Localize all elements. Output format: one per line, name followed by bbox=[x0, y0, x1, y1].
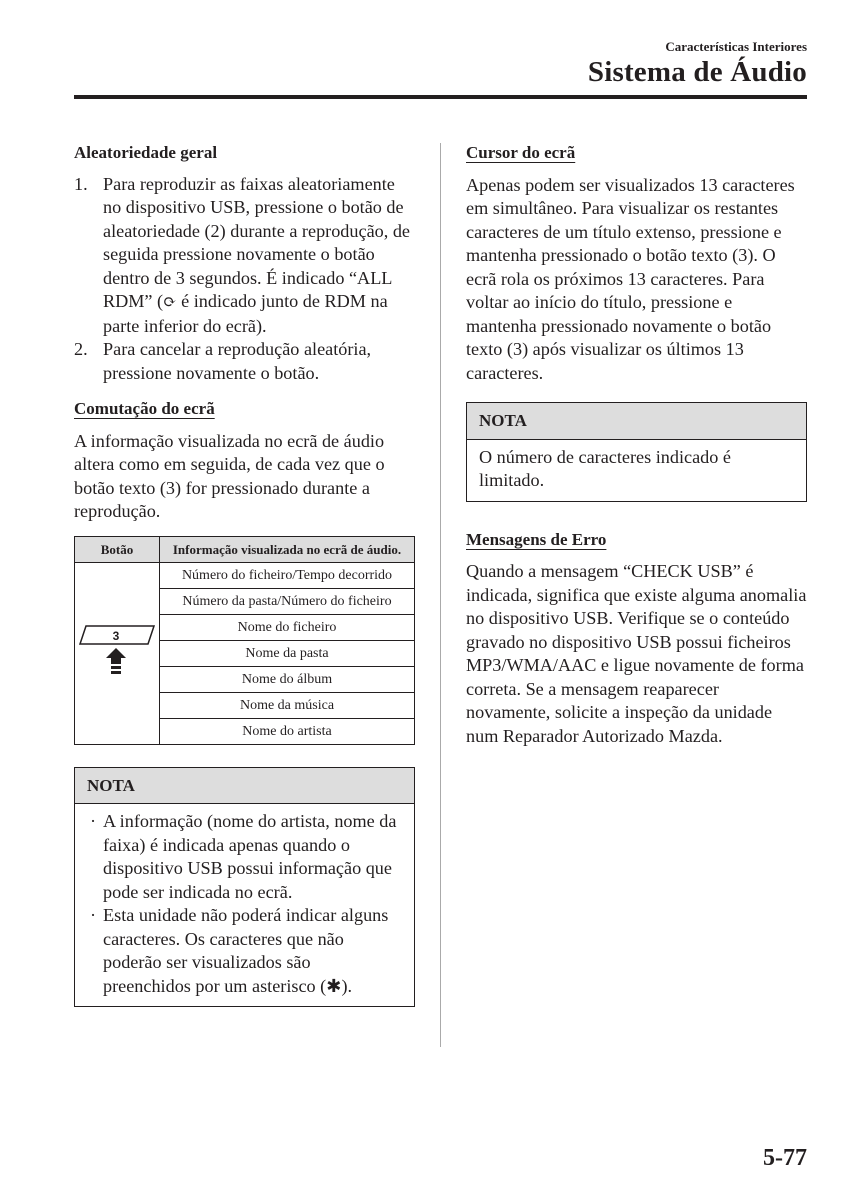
random-indicator-icon: ⟳ bbox=[163, 294, 177, 311]
random-steps bbox=[74, 173, 415, 386]
table-cell: Nome do ficheiro bbox=[160, 614, 415, 640]
switching-heading: Comutação do ecrã bbox=[74, 399, 215, 418]
step-text: Para reproduzir as faixas aleatoriamente no dispositivo USB, pressione o botão de aleatoriedade (2) durante a reprodução, de seguida pressione novamente o botão dentro de 3 segundos. É indicado “ALL RDM” ( bbox=[103, 173, 410, 311]
table-cell: Nome da pasta bbox=[160, 640, 415, 666]
bullet-dot: · bbox=[90, 811, 97, 831]
random-heading: Aleatoriedade geral bbox=[74, 143, 218, 162]
column-divider bbox=[440, 143, 441, 1047]
step-1 bbox=[74, 173, 415, 339]
bullet-dot: · bbox=[90, 905, 97, 925]
nota-box-right bbox=[466, 402, 807, 502]
section-name: Características Interiores bbox=[665, 39, 807, 54]
bullet-text: Esta unidade não poderá indicar alguns caracteres. Os caracteres que não poderão ser visualizados são preenchidos por um asterisco ( bbox=[103, 905, 389, 996]
bullet-text-end: ). bbox=[341, 975, 353, 996]
page-number: 5-77 bbox=[763, 1145, 807, 1171]
errors-heading: Mensagens de Erro bbox=[466, 529, 607, 549]
switching-text: A informação visualizada no ecrã de áudio altera como em seguida, de cada vez que o botão texto (3) for pressionado durante a reprodução. bbox=[74, 430, 385, 521]
right-column bbox=[466, 141, 807, 760]
left-column bbox=[74, 141, 415, 1007]
table-cell: Nome da música bbox=[160, 692, 415, 718]
nota-bullet-1 bbox=[87, 810, 402, 904]
cursor-heading: Cursor do ecrã bbox=[466, 143, 576, 162]
nota-bullet-2 bbox=[87, 904, 402, 998]
nota-heading: NOTA bbox=[75, 768, 414, 805]
text-button-icon bbox=[78, 624, 156, 676]
button-number-label: 3 bbox=[112, 629, 120, 643]
table-cell: Número do ficheiro/Tempo decorrido bbox=[160, 562, 415, 588]
button-cell bbox=[75, 562, 160, 744]
table-cell: Nome do álbum bbox=[160, 666, 415, 692]
col-header-info: Informação visualizada no ecrã de áudio. bbox=[160, 536, 415, 562]
table-row bbox=[75, 562, 415, 588]
display-info-table bbox=[74, 536, 415, 745]
step-number: 1. bbox=[74, 173, 88, 194]
step-2 bbox=[74, 338, 415, 385]
nota-text: O número de caracteres indicado é limitado. bbox=[479, 446, 731, 490]
step-text-cont: é indicado junto de RDM na parte inferior do ecrã). bbox=[103, 291, 388, 336]
table-cell: Número da pasta/Número do ficheiro bbox=[160, 588, 415, 614]
page-title: Sistema de Áudio bbox=[587, 56, 807, 88]
step-number: 2. bbox=[74, 339, 88, 359]
step-text: Para cancelar a reprodução aleatória, pressione novamente o botão. bbox=[103, 339, 372, 383]
bullet-text: A informação (nome do artista, nome da faixa) é indicada apenas quando o dispositivo USB possui informação que pode ser indicada no ecrã. bbox=[103, 811, 397, 902]
col-header-button: Botão bbox=[75, 536, 160, 562]
nota-heading: NOTA bbox=[467, 403, 806, 440]
asterisk-icon: ✱ bbox=[326, 975, 342, 996]
errors-text: Quando a mensagem “CHECK USB” é indicada, significa que existe alguma anomalia no dispositivo USB. Verifique se o conteúdo gravado no dispositivo USB possui ficheiros MP3/WMA/AAC e ligue novamente de forma correta. Se a mensagem reaparecer novamente, solicite a inspeção da unidade num Reparador Autorizado Mazda. bbox=[466, 561, 807, 746]
nota-box-left bbox=[74, 767, 415, 1008]
table-header-row bbox=[75, 536, 415, 562]
header-rule bbox=[74, 95, 807, 99]
cursor-text: Apenas podem ser visualizados 13 caracteres em simultâneo. Para visualizar os restantes caracteres de um título extenso, pressione e mantenha pressionado o botão texto (3). O ecrã rola os próximos 13 caracteres. Para voltar ao início do título, pressione e mantenha pressionado novamente o botão texto (3) após visualizar os últimos 13 caracteres. bbox=[466, 174, 795, 383]
table-cell: Nome do artista bbox=[160, 718, 415, 744]
